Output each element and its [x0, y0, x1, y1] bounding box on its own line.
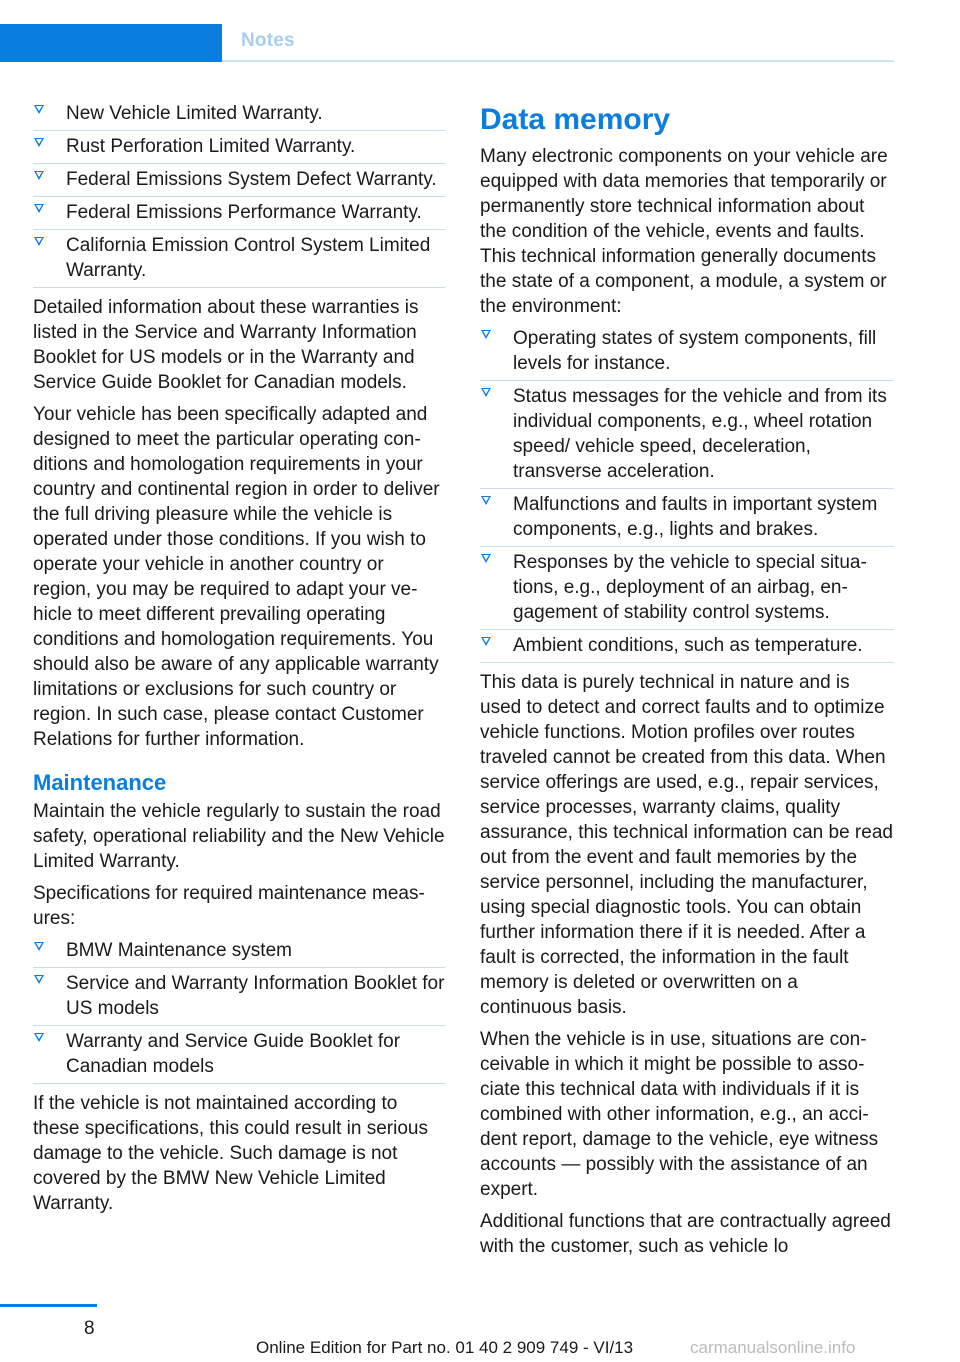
- triangle-bullet-icon: [481, 330, 491, 339]
- triangle-bullet-icon: [34, 204, 44, 213]
- header-rule: [222, 60, 894, 62]
- edition-text: Online Edition for Part no. 01 40 2 909 749 - VI/13: [256, 1338, 634, 1357]
- additional-functions-paragraph: Additional functions that are contractually agreed with the customer, such as vehicle lo: [480, 1211, 891, 1257]
- triangle-bullet-icon: [34, 237, 44, 246]
- data-memory-intro-paragraph: Many electronic components on your vehicle are equipped with data memories that temporarily or permanently store technical information about the condition of the vehicle, events and faults. This technical information generally documents the state of a component, a module, a system or the environment:: [480, 146, 888, 317]
- list-item: Federal Emissions System Defect Warranty.: [33, 164, 445, 197]
- right-column: [480, 101, 894, 1266]
- left-column: [33, 101, 445, 1223]
- data-memory-list: [480, 326, 894, 663]
- list-item: Status messages for the vehicle and from its individual components, e.g., wheel rotation speed/ vehicle speed, deceleration, transverse acceleration.: [480, 381, 894, 489]
- triangle-bullet-icon: [481, 496, 491, 505]
- triangle-bullet-icon: [34, 975, 44, 984]
- triangle-bullet-icon: [34, 138, 44, 147]
- triangle-bullet-icon: [34, 1033, 44, 1042]
- triangle-bullet-icon: [481, 554, 491, 563]
- triangle-bullet-icon: [481, 388, 491, 397]
- list-item: Ambient conditions, such as temperature.: [480, 630, 894, 663]
- triangle-bullet-icon: [34, 105, 44, 114]
- technical-data-paragraph: This data is purely technical in nature and is used to detect and correct faults and to optimize vehicle functions. Motion profiles over routes traveled cannot be created from this data. When service offerings are used, e.g., repair services, service processes, warranty claims, quality assurance, this technical information can be read out from the event and fault memories by the service personnel, including the manufacturer, using special diagnostic tools. You can obtain further information there if it is needed. After a fault is corrected, the information in the fault memory is deleted or overwritten on a continuous basis.: [480, 672, 893, 1018]
- maintenance-heading: Maintenance: [33, 770, 167, 795]
- warranty-list: [33, 101, 445, 288]
- triangle-bullet-icon: [34, 171, 44, 180]
- list-item: Warranty and Service Guide Booklet for Canadian models: [33, 1026, 445, 1084]
- header-color-block: [0, 24, 222, 62]
- maintain-paragraph: Maintain the vehicle regularly to sustain the road safety, operational reliability and the New Vehicle Limited Warranty.: [33, 801, 445, 872]
- header-title: Notes: [241, 30, 295, 51]
- footer-rule: [0, 1304, 97, 1307]
- list-item: Rust Perforation Limited Warranty.: [33, 131, 445, 164]
- list-item: Responses by the vehicle to special situations, e.g., deployment of an airbag, engagement of stability control systems.: [480, 547, 894, 630]
- vehicle-in-use-paragraph: When the vehicle is in use, situations are conceivable in which it might be possible to associate this technical data with individuals if it is combined with other information, e.g., an accident report, damage to the vehicle, eye witness accounts — possibly with the assistance of an expert.: [480, 1029, 879, 1200]
- watermark-text: carmanualsonline.info: [690, 1338, 856, 1357]
- list-item: BMW Maintenance system: [33, 938, 445, 968]
- list-item: Operating states of system components, fill levels for instance.: [480, 326, 894, 381]
- page-number: 8: [84, 1318, 95, 1339]
- not-maintained-paragraph: If the vehicle is not maintained according to these specifications, this could result in serious damage to the vehicle. Such damage is not covered by the BMW New Vehicle Limited Warranty.: [33, 1093, 428, 1214]
- list-item: Malfunctions and faults in important system components, e.g., lights and brakes.: [480, 489, 894, 547]
- list-item: Federal Emissions Performance Warranty.: [33, 197, 445, 230]
- list-item: New Vehicle Limited Warranty.: [33, 101, 445, 131]
- specifications-paragraph: Specifications for required maintenance measures:: [33, 883, 425, 929]
- list-item: Service and Warranty Information Booklet for US models: [33, 968, 445, 1026]
- triangle-bullet-icon: [34, 942, 44, 951]
- maintenance-list: [33, 938, 445, 1084]
- vehicle-adapted-paragraph: Your vehicle has been specifically adapted and designed to meet the particular operating conditions and homologation requirements in your country and continental region in order to deliver the full driving pleasure while the vehicle is operated under those conditions. If you wish to operate your vehicle in another country or region, you may be required to adapt your vehicle to meet different prevailing operating conditions and homologation requirements. You should also be aware of any applicable warranty limitations or exclusions for such country or region. In such case, please contact Customer Relations for further information.: [33, 404, 440, 750]
- triangle-bullet-icon: [481, 637, 491, 646]
- data-memory-heading: Data memory: [480, 103, 671, 136]
- list-item: California Emission Control System Limited Warranty.: [33, 230, 445, 288]
- warranty-details-paragraph: Detailed information about these warranties is listed in the Service and Warranty Information Booklet for US models or in the Warranty and Service Guide Booklet for Canadian models.: [33, 297, 419, 393]
